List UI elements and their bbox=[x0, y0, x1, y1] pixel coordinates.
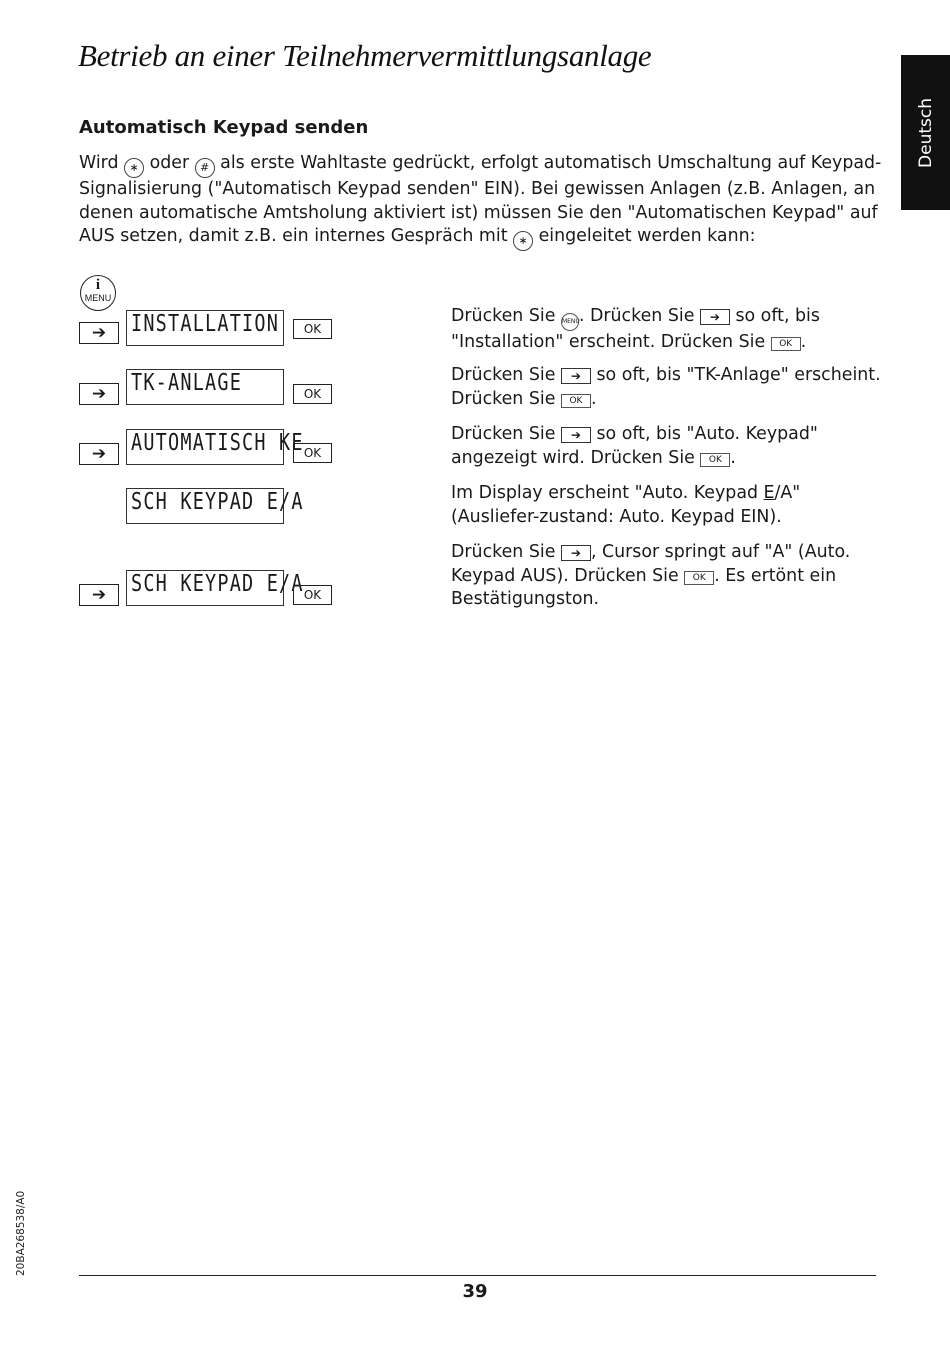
lcd-display bbox=[126, 488, 304, 524]
footer-rule bbox=[79, 1275, 876, 1276]
lcd-text: SCH KEYPAD E/A bbox=[131, 571, 304, 598]
arrow-key-icon: ➔ bbox=[79, 322, 119, 344]
arrow-key-icon: ➔ bbox=[79, 584, 119, 606]
intro-text-3: als erste Wahltaste gedrückt, erfolgt automatisch Umschaltung auf Keypad-Signalisierung ("Automatisch Keypad senden" EIN). Bei gewissen Anlagen (z.B. Anlagen, an denen automatische Amtsholung aktiviert ist) müssen Sie den "Automatischen Keypad" auf AUS setzen, damit z.B. ein internes Gespräch mit bbox=[79, 153, 882, 246]
intro-text-1: Wird bbox=[79, 153, 125, 173]
language-tab bbox=[901, 55, 950, 210]
lcd-text: TK-ANLAGE bbox=[131, 370, 243, 397]
menu-key-icon bbox=[80, 275, 116, 311]
arrow-key-icon: ➔ bbox=[561, 545, 591, 561]
page-number: 39 bbox=[462, 1281, 488, 1302]
lcd-text: INSTALLATION bbox=[131, 311, 280, 338]
step-4: Im Display erscheint "Auto. Keypad E/A" (Ausliefer-zustand: Auto. Keypad EIN). bbox=[451, 483, 801, 527]
lcd-display bbox=[126, 310, 284, 346]
arrow-key-icon: ➔ bbox=[561, 368, 591, 384]
step-5: Drücken Sie ➔ , Cursor springt auf "A" (Auto. Keypad AUS). Drücken Sie OK . Es ertönt ein Bestätigungston. bbox=[451, 542, 851, 609]
document-number: 20BA268538/A0 bbox=[15, 1190, 27, 1276]
ok-key-icon: OK bbox=[684, 571, 714, 585]
ok-key: OK bbox=[293, 319, 332, 339]
star-key-icon: ∗ bbox=[513, 231, 533, 251]
ok-key-icon: OK bbox=[700, 453, 730, 467]
ok-key: OK bbox=[293, 384, 332, 404]
ok-key: OK bbox=[293, 585, 332, 605]
language-tab-label: Deutsch bbox=[915, 97, 936, 168]
step-1: Drücken Sie MENU. Drücken Sie ➔ so oft, bis "Installation" erscheint. Drücken Sie OK . bbox=[451, 306, 820, 352]
intro-text-4: eingeleitet werden kann: bbox=[533, 226, 756, 246]
step-2: Drücken Sie ➔ so oft, bis "TK-Anlage" erscheint. Drücken Sie OK . bbox=[451, 365, 881, 409]
ok-key-icon: OK bbox=[771, 337, 801, 351]
lcd-text: AUTOMATISCH KE bbox=[131, 430, 304, 457]
menu-key-label: MENU bbox=[84, 293, 112, 303]
star-key-icon: ∗ bbox=[124, 158, 144, 178]
menu-key-i: i bbox=[95, 277, 101, 293]
step-3: Drücken Sie ➔ so oft, bis "Auto. Keypad" angezeigt wird. Drücken Sie OK . bbox=[451, 424, 818, 468]
intro-paragraph bbox=[79, 152, 889, 251]
page-title: Betrieb an einer Teilnehmervermittlungsanlage bbox=[78, 38, 652, 73]
arrow-key-icon: ➔ bbox=[79, 443, 119, 465]
menu-key-icon: MENU bbox=[561, 313, 579, 331]
ok-key: OK bbox=[293, 443, 332, 463]
arrow-key-icon: ➔ bbox=[79, 383, 119, 405]
section-heading: Automatisch Keypad senden bbox=[79, 117, 369, 138]
hash-key-icon: # bbox=[195, 158, 215, 178]
intro-text-2: oder bbox=[144, 153, 195, 173]
ok-key-icon: OK bbox=[561, 394, 591, 408]
lcd-display bbox=[126, 570, 304, 606]
lcd-display bbox=[126, 429, 304, 465]
arrow-key-icon: ➔ bbox=[700, 309, 730, 325]
arrow-key-icon: ➔ bbox=[561, 427, 591, 443]
lcd-display bbox=[126, 369, 284, 405]
lcd-text: SCH KEYPAD E/A bbox=[131, 489, 304, 516]
